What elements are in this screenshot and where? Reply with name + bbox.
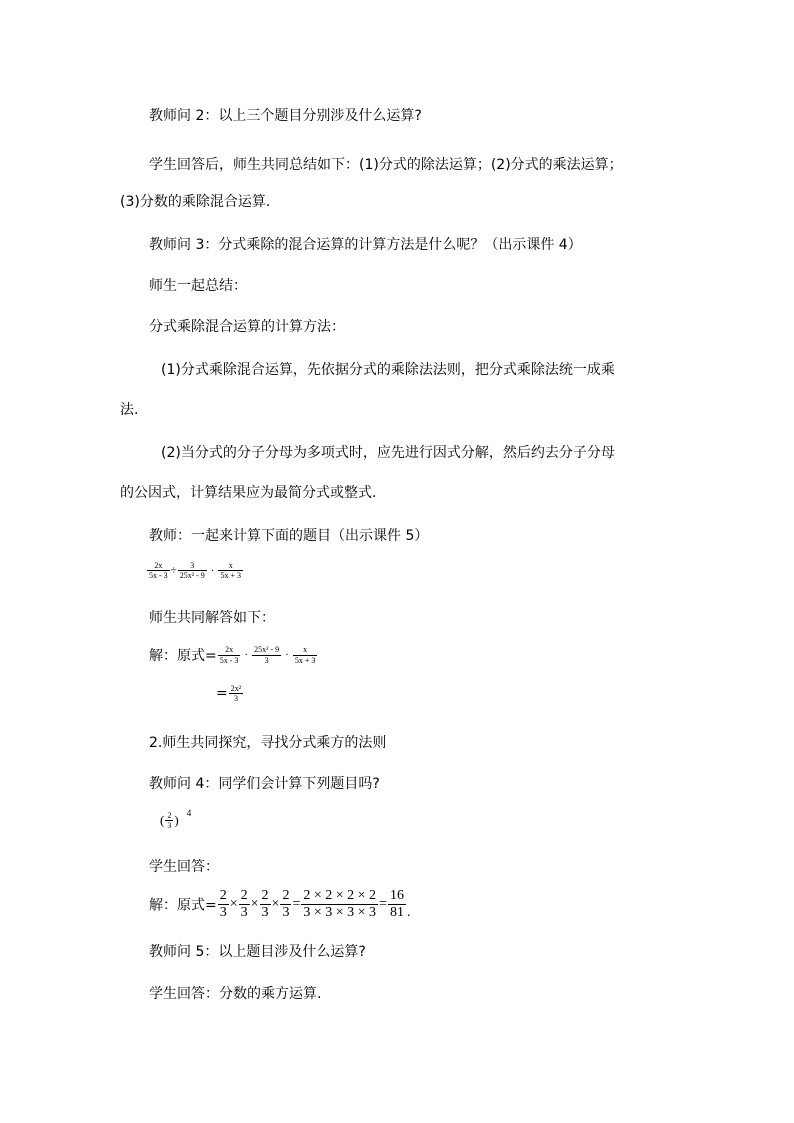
- method-step-1-cont: 法.: [120, 402, 139, 418]
- teacher-prompt: 教师：一起来计算下面的题目（出示课件 5）: [149, 528, 429, 544]
- teacher-question-3: 教师问 3：分式乘除的混合运算的计算方法是什么呢？（出示课件 4）: [149, 237, 582, 253]
- fraction: $\frac{2x}{5x - 3}$: [149, 561, 168, 581]
- fraction: $\frac{2}{3}$: [261, 888, 269, 921]
- fraction: $\frac{\text{25x² - 9}}{3}$: [254, 645, 280, 665]
- method-step-2-cont: 的公因式，计算结果应为最简分式或整式.: [120, 485, 377, 501]
- method-step-2: (2)当分式的分子分母为多项式时，应先进行因式分解，然后约去分子分母: [161, 445, 615, 461]
- student-answer-label: 学生回答：: [149, 859, 219, 875]
- fraction: $\frac{2}{3}$: [219, 888, 227, 921]
- summary-line: 学生回答后，师生共同总结如下：(1)分式的除法运算；(2)分式的乘法运算；: [149, 157, 623, 173]
- fraction: $\frac{2}{3}$: [240, 888, 248, 921]
- power-expression: ( $\frac{2}{3}$ ) $^4$: [160, 808, 192, 830]
- fraction: $\frac{3}{\text{25x² - 9}}$: [179, 561, 205, 581]
- summary-line-cont: (3)分数的乘除混合运算.: [120, 194, 271, 210]
- fraction: $\frac{x}{5x + 3}$: [220, 561, 241, 581]
- solution-2-expression: 解：原式= $\frac{2}{3}$ × $\frac{2}{3}$ × $\frac{2}{3}$ × $\frac{2}{3}$ = $\frac{2 \times 2 \times 2 \times 2}{3 \times 3 \times 3 \times 3}$ = $\frac{16}{81}$ .: [149, 888, 411, 921]
- fraction: $\frac{2}{3}$: [282, 888, 290, 921]
- teacher-question-5: 教师问 5：以上题目涉及什么运算?: [149, 944, 366, 960]
- fraction: $\frac{2}{3}$: [167, 810, 172, 830]
- section-heading: 2.师生共同探究，寻找分式乘方的法则: [149, 735, 387, 751]
- student-answer: 学生回答：分数的乘方运算.: [149, 986, 322, 1002]
- solution-1-expression: 解：原式= $\frac{2x}{5x - 3}$ · $\frac{\text{25x² - 9}}{3}$ · $\frac{x}{5x + 3}$: [149, 645, 316, 665]
- method-step-1: (1)分式乘除混合运算，先依据分式的乘除法法则，把分式乘除法统一成乘: [161, 362, 615, 378]
- fraction: $\frac{2 \times 2 \times 2 \times 2}{3 \times 3 \times 3 \times 3}$: [303, 888, 377, 921]
- teacher-question-2: 教师问 2：以上三个题目分别涉及什么运算?: [149, 108, 422, 124]
- summary-intro: 师生一起总结：: [149, 278, 247, 294]
- problem-expression: $\frac{2x}{5x - 3}$ ÷ $\frac{3}{\text{25x² - 9}}$ · $\frac{x}{5x + 3}$: [149, 561, 241, 581]
- fraction: $\frac{\text{2x²}}{3}$: [230, 684, 242, 704]
- solution-1-result: = $\frac{\text{2x²}}{3}$: [216, 684, 242, 704]
- method-title: 分式乘除混合运算的计算方法：: [149, 319, 345, 335]
- fraction: $\frac{2x}{5x - 3}$: [219, 645, 239, 665]
- joint-solution-intro: 师生共同解答如下：: [149, 610, 275, 626]
- fraction: $\frac{x}{5x + 3}$: [294, 645, 316, 665]
- fraction: $\frac{16}{81}$: [389, 888, 404, 921]
- teacher-question-4: 教师问 4：同学们会计算下列题目吗?: [149, 776, 380, 792]
